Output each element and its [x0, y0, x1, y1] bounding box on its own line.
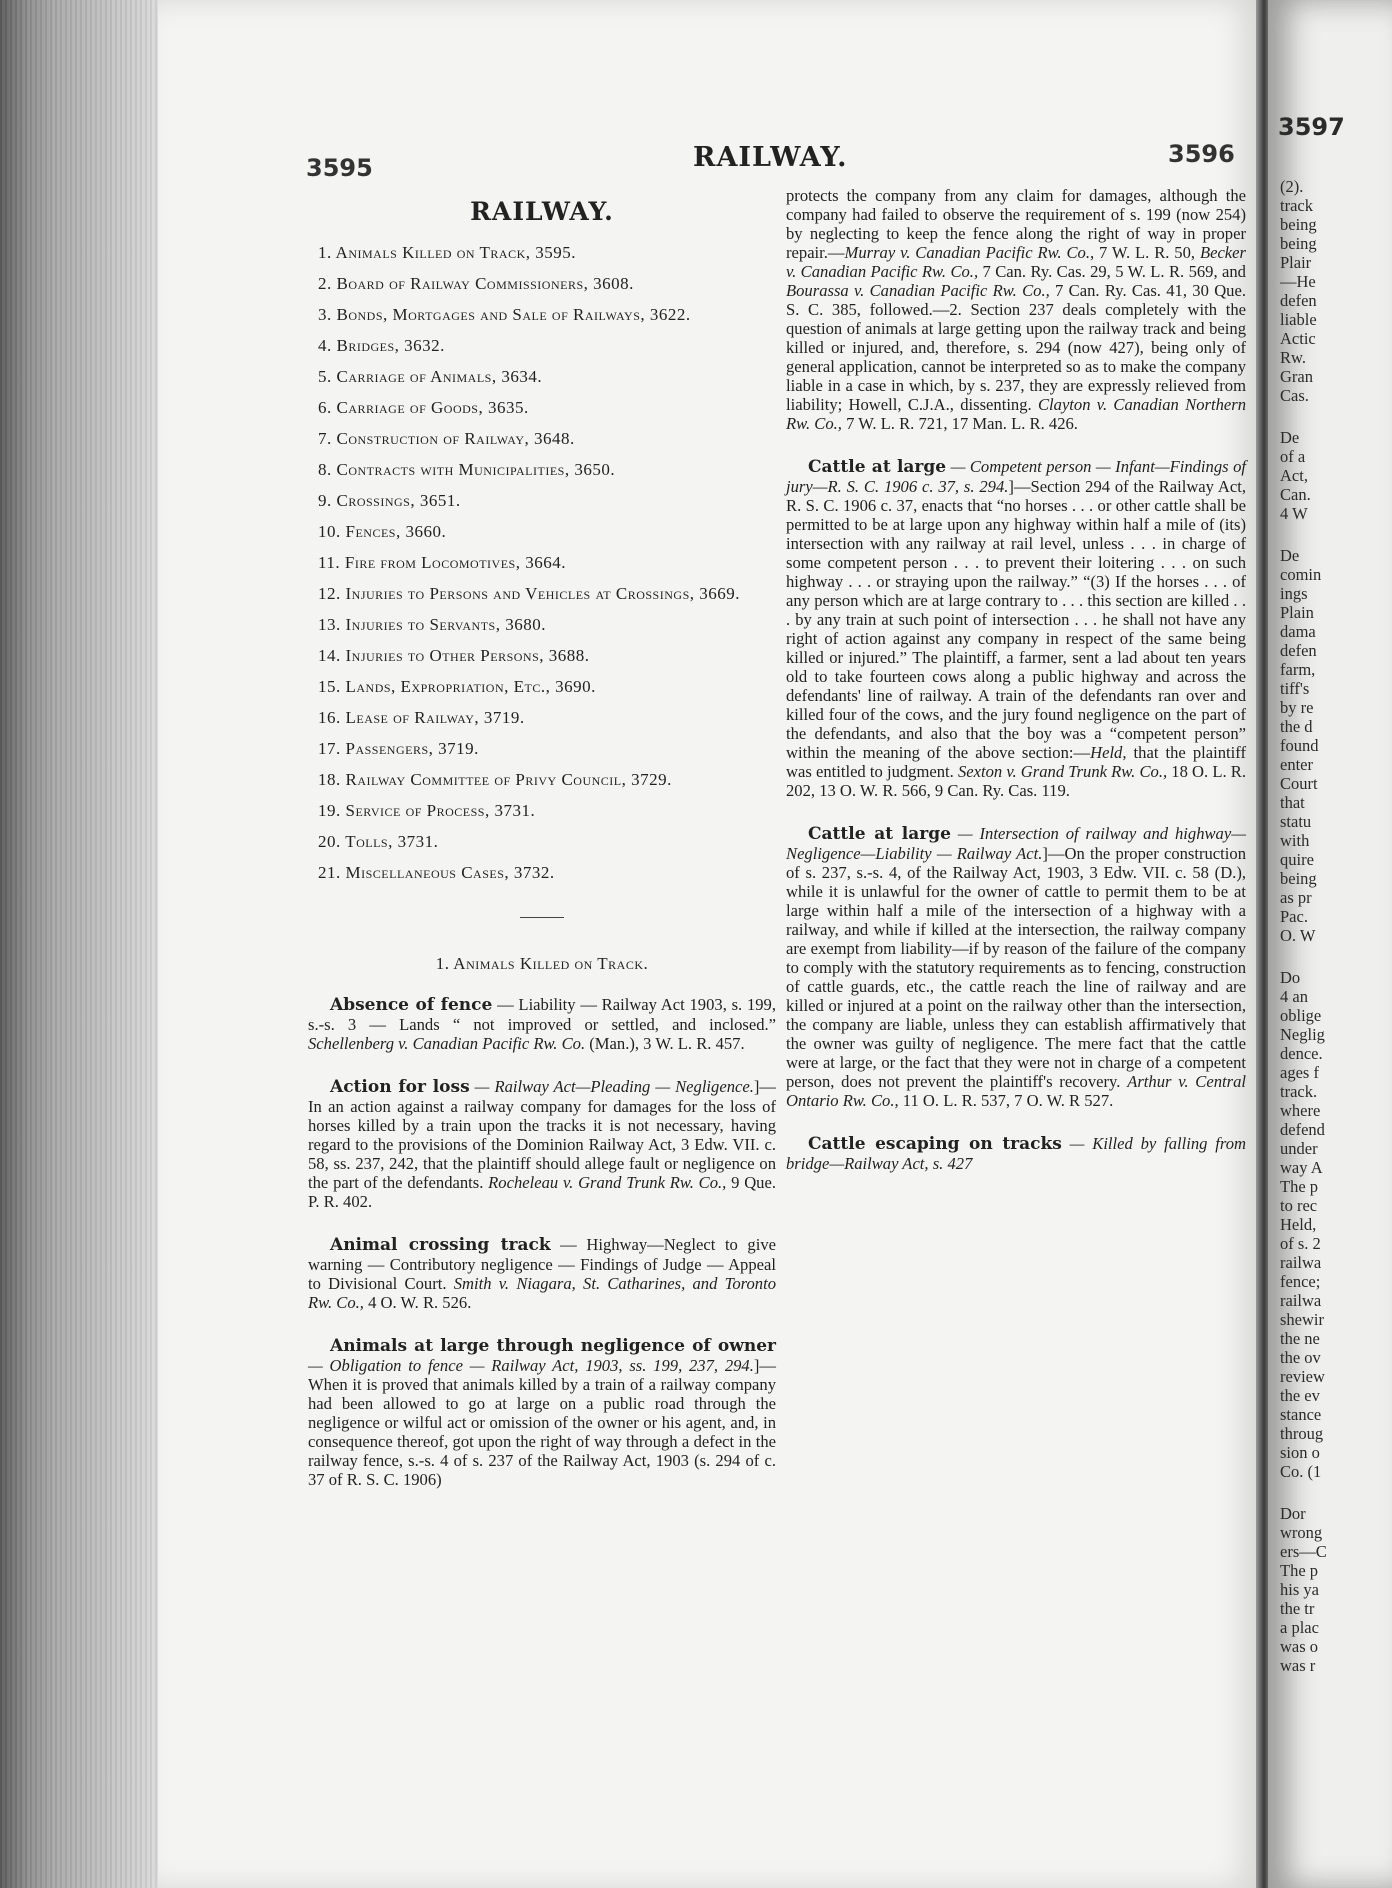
toc-item: 21. Miscellaneous Cases, 3732. — [318, 863, 555, 882]
toc-item: 7. Construction of Railway, 3648. — [318, 429, 575, 448]
fragment-line: being — [1280, 869, 1317, 888]
fragment-line: the ne — [1280, 1329, 1320, 1348]
toc-item: 3. Bonds, Mortgages and Sale of Railways, 3622. — [318, 305, 691, 324]
entry-body: ]—Section 294 of the Railway Act, R. S. C. 1906 c. 37, enacts that “no horses . . . or other cattle shall be permitted to be at large upon any highway within half a mile of (its) intersection with any railway at rail level, unless . . . in charge of some competent person . . . to prevent their loitering . . . on such highway . . . or straying upon the railway.” “(3) If the horses . . . of any person which are at large contrary to . . . this section are killed . . . by any train at such point of intersection . . . he shall not have any right of action against any company in respect of the same being killed or injured.” The plaintiff, a farmer, sent a lad about ten years old to take fourteen cows along a public highway and across the defendants' line of railway. A train of the defendants ran over and killed four of the cows, and the jury found negligence on the part of the defendants, and also that the boy was a “competent person” within the meaning of the above section:— — [786, 477, 1246, 762]
fragment-line: wrong — [1280, 1523, 1323, 1542]
entry-heading: Animal crossing track — [330, 1235, 551, 1255]
toc-item: 18. Railway Committee of Privy Council, 3729. — [318, 770, 672, 789]
fragment-line: O. W — [1280, 926, 1316, 945]
entry-subheading: — Intersection of railway and highway—Negligence—Liability — Railway Act. — [786, 824, 1246, 863]
fragment-line: Can. — [1280, 485, 1311, 504]
case-name: Sexton v. Grand Trunk Rw. Co., — [957, 762, 1168, 781]
fragment-line: Act, — [1280, 466, 1308, 485]
next-page-text — [1280, 177, 1327, 1675]
fragment-line: 4 an — [1280, 987, 1308, 1006]
citation: 9 Que. P. R. 402. — [308, 1173, 776, 1211]
entry-body: ]—When it is proved that animals killed by a train of a railway company had been allowed to go at large on a public road through the negligence or wilful act or omission of the owner or his agent, and, in consequence thereof, got upon the right of way through a defect in the railway fence, s.-s. 4 of s. 237 of the Railway Act, 1903 (s. 294 of c. 37 of R. S. C. 1906) — [308, 1356, 776, 1489]
fragment-line: fence; — [1280, 1272, 1321, 1291]
toc-title: RAILWAY. — [470, 197, 614, 226]
entry-held: Held, — [1090, 743, 1127, 762]
toc-item: 6. Carriage of Goods, 3635. — [318, 398, 529, 417]
entry-body: ]—On the proper construction of s. 237, s.-s. 4, of the Railway Act, 1903, 3 Edw. VII. c. 58 (D.), while it is unlawful for the owner of cattle to permit them to be at large within half a mile of the intersection of a highway with a railway, and while if killed at the intersection, the railway company are exempt from liability—if by reason of the failure of the company to comply with the statutory requirements as to fencing, construction of cattle guards, etc., the cattle reach the line of railway and are killed or injured at a point on the railway other than the intersection, the company are liable, unless they can establish affirmatively that the owner was guilty of negligence. The mere fact that the cattle were at large, or the fact that they were not in charge of a competent person, does not prevent the plaintiff's recovery. — [786, 844, 1246, 1091]
fragment-line: under — [1280, 1139, 1318, 1158]
fragment-line: defen — [1280, 641, 1317, 660]
fragment-line: of a — [1280, 447, 1306, 466]
fragment-line: the tr — [1280, 1599, 1315, 1618]
fragment-line: farm, — [1280, 660, 1316, 679]
left-page-number: 3595 — [306, 154, 373, 182]
entry-heading: Cattle at large — [808, 824, 951, 844]
digest-entry — [308, 1235, 776, 1312]
running-head-title: RAILWAY. — [693, 142, 848, 173]
fragment-line: (2). — [1280, 177, 1304, 196]
citation: 7 W. L. R. 721, 17 Man. L. R. 426. — [841, 414, 1078, 433]
fragment-line: —He — [1280, 272, 1316, 291]
fragment-line: The p — [1280, 1177, 1319, 1196]
toc-item: 11. Fire from Locomotives, 3664. — [318, 553, 566, 572]
fragment-line: comin — [1280, 565, 1322, 584]
fragment-line: statu — [1280, 812, 1312, 831]
fragment-line: the ov — [1280, 1348, 1321, 1367]
right-page-number: 3596 — [1168, 140, 1235, 168]
next-page-fragment — [1268, 0, 1392, 1888]
entry-body: that the plaintiff was entitled to judgment. — [786, 743, 1246, 781]
digest-entry — [786, 457, 1246, 800]
fragment-line: track — [1280, 196, 1313, 215]
fragment-line: Pac. — [1280, 907, 1308, 926]
citation: 7 W. L. R. 50, — [1094, 243, 1200, 262]
fragment-line: quire — [1280, 850, 1314, 869]
fragment-line: liable — [1280, 310, 1317, 329]
fragment-line: found — [1280, 736, 1319, 755]
left-column — [308, 197, 777, 1513]
case-name: Schellenberg v. Canadian Pacific Rw. Co. — [308, 1034, 586, 1053]
fragment-line: railwa — [1280, 1253, 1322, 1272]
fragment-line: way A — [1280, 1158, 1323, 1177]
case-name: Bourassa v. Canadian Pacific Rw. Co., — [786, 281, 1050, 300]
entry-heading: Cattle escaping on tracks — [808, 1134, 1062, 1154]
fragment-line: track. — [1280, 1082, 1318, 1101]
toc-item: 8. Contracts with Municipalities, 3650. — [318, 460, 616, 479]
fragment-line: oblige — [1280, 1006, 1322, 1025]
section-divider — [520, 917, 564, 918]
fragment-line: being — [1280, 234, 1317, 253]
fragment-line: of s. 2 — [1280, 1234, 1321, 1253]
fragment-line — [1280, 523, 1327, 546]
fragment-line: Co. (1 — [1280, 1462, 1322, 1481]
fragment-line: railwa — [1280, 1291, 1322, 1310]
toc-item: 2. Board of Railway Commissioners, 3608. — [318, 274, 634, 293]
fragment-line: defend — [1280, 1120, 1325, 1139]
fragment-line: the d — [1280, 717, 1313, 736]
toc-item: 19. Service of Process, 3731. — [318, 801, 536, 820]
citation: 11 O. L. R. 537, 7 O. W. R 527. — [898, 1091, 1114, 1110]
fragment-line: Plain — [1280, 603, 1314, 622]
fragment-line: De — [1280, 546, 1300, 565]
case-name: Smith v. Niagara, St. Catharines, and Toronto Rw. Co., — [308, 1274, 776, 1312]
fragment-line: Dor — [1280, 1504, 1306, 1523]
fragment-line: ings — [1280, 584, 1308, 603]
toc-item: 1. Animals Killed on Track, 3595. — [318, 243, 577, 262]
digest-entry — [786, 824, 1246, 1110]
citation: 7 Can. Ry. Cas. 41, 30 Que. S. C. 385, followed.—2. Section 237 deals completely with the question of animals at large getting upon the railway track and being killed or injured, and, therefore, s. 294 (now 427), being only of general application, cannot be interpreted so as to make the company liable in a case in which, by s. 237, they are expressly relieved from liability; Howell, C.J.A., dissenting. — [786, 281, 1246, 414]
case-name: Rocheleau v. Grand Trunk Rw. Co., — [483, 1173, 727, 1192]
fragment-line: that — [1280, 793, 1305, 812]
digest-entry — [308, 1077, 776, 1211]
fragment-line: review — [1280, 1367, 1325, 1386]
entry-body: — Liability — Railway Act 1903, s. 199, s.-s. 3 — Lands “ not improved or settled, and inclosed.” — [308, 995, 776, 1034]
fragment-line: Do — [1280, 968, 1301, 987]
next-page-number: 3597 — [1278, 113, 1345, 141]
toc-item: 20. Tolls, 3731. — [318, 832, 439, 851]
left-entries — [308, 995, 776, 1489]
fragment-line: by re — [1280, 698, 1314, 717]
toc-item: 9. Crossings, 3651. — [318, 491, 461, 510]
toc-item: 15. Lands, Expropriation, Etc., 3690. — [318, 677, 596, 696]
fragment-line: where — [1280, 1101, 1321, 1120]
toc-item: 5. Carriage of Animals, 3634. — [318, 367, 543, 386]
toc-item: 14. Injuries to Other Persons, 3688. — [318, 646, 590, 665]
section-heading: 1. Animals Killed on Track. — [435, 954, 649, 973]
entry-body: — Highway—Neglect to give warning — Contributory negligence — Findings of Judge — Appeal to Divisional Court. — [308, 1235, 776, 1293]
fragment-line: Court — [1280, 774, 1318, 793]
fragment-line: tiff's — [1280, 679, 1310, 698]
fragment-line: De — [1280, 428, 1300, 447]
fragment-line: was o — [1280, 1637, 1319, 1656]
book-page-edges — [0, 0, 160, 1888]
fragment-line: 4 W — [1280, 504, 1308, 523]
fragment-line: dama — [1280, 622, 1316, 641]
entry-heading: Cattle at large — [808, 457, 947, 477]
case-name: Murray v. Canadian Pacific Rw. Co., — [844, 243, 1095, 262]
digest-entry — [786, 186, 1246, 433]
fragment-line: a plac — [1280, 1618, 1319, 1637]
fragment-line: shewir — [1280, 1310, 1324, 1329]
running-head — [158, 140, 1261, 180]
entry-body: ]—In an action against a railway company for damages for the loss of horses killed by a train upon the tracks it is not necessary, having regard to the provisions of the Dominion Railway Act, 3 Edw. VII. c. 58, ss. 237, 242, that the plaintiff should allege fault or negligence on the part of the defendants. — [308, 1077, 777, 1192]
table-of-contents — [308, 243, 776, 883]
fragment-line: The p — [1280, 1561, 1319, 1580]
entry-heading: Absence of fence — [330, 995, 493, 1015]
fragment-line: defen — [1280, 291, 1317, 310]
left-page — [158, 0, 1261, 1888]
fragment-line: Gran — [1280, 367, 1313, 386]
fragment-line: ers—C — [1280, 1542, 1327, 1561]
fragment-line: was r — [1280, 1656, 1316, 1675]
citation: 4 O. W. R. 526. — [363, 1293, 472, 1312]
fragment-line: stance — [1280, 1405, 1322, 1424]
case-name: Arthur v. Central Ontario Rw. Co., — [786, 1072, 1246, 1110]
fragment-line: Actic — [1280, 329, 1316, 348]
entry-subheading: — Railway Act—Pleading — Negligence. — [469, 1077, 754, 1096]
fragment-line — [1280, 405, 1327, 428]
entry-subheading: — Competent person — Infant—Findings of jury—R. S. C. 1906 c. 37, s. 294. — [786, 457, 1246, 496]
citation: 18 O. L. R. 202, 13 O. W. R. 566, 9 Can. Ry. Cas. 119. — [786, 762, 1246, 800]
fragment-line: ages f — [1280, 1063, 1319, 1082]
fragment-line: his ya — [1280, 1580, 1319, 1599]
case-name: Clayton v. Canadian Northern Rw. Co., — [786, 395, 1246, 433]
fragment-line: as pr — [1280, 888, 1312, 907]
toc-item: 17. Passengers, 3719. — [318, 739, 479, 758]
fragment-line: enter — [1280, 755, 1313, 774]
toc-item: 4. Bridges, 3632. — [318, 336, 445, 355]
entry-subheading: — Obligation to fence — Railway Act, 1903, ss. 199, 237, 294. — [308, 1356, 754, 1375]
fragment-line: Neglig — [1280, 1025, 1325, 1044]
case-name: Becker v. Canadian Pacific Rw. Co., — [786, 243, 1246, 281]
entry-heading: Action for loss — [330, 1077, 470, 1097]
toc-item: 13. Injuries to Servants, 3680. — [318, 615, 546, 634]
fragment-line: Cas. — [1280, 386, 1309, 405]
entry-subheading: — Killed by falling from bridge—Railway Act, s. 427 — [786, 1134, 1246, 1173]
toc-item: 12. Injuries to Persons and Vehicles at Crossings, 3669. — [318, 584, 740, 603]
citation: (Man.), 3 W. L. R. 457. — [585, 1034, 745, 1053]
fragment-line: with — [1280, 831, 1310, 850]
fragment-line: to rec — [1280, 1196, 1318, 1215]
toc-item: 16. Lease of Railway, 3719. — [318, 708, 525, 727]
fragment-line: being — [1280, 215, 1317, 234]
entry-heading: Animals at large through negligence of owner — [330, 1336, 776, 1356]
fragment-line: dence. — [1280, 1044, 1323, 1063]
fragment-line: Plair — [1280, 253, 1312, 272]
fragment-line — [1280, 945, 1327, 968]
middle-column — [786, 186, 1246, 1197]
digest-entry — [308, 1336, 776, 1489]
entry-body: protects the company from any claim for damages, although the company had failed to observe the requirement of s. 199 (now 254) by neglecting to keep the fence along the right of way in proper repair.— — [786, 186, 1246, 262]
citation: 7 Can. Ry. Cas. 29, 5 W. L. R. 569, and — [978, 262, 1246, 281]
toc-item: 10. Fences, 3660. — [318, 522, 447, 541]
digest-entry — [786, 1134, 1246, 1173]
fragment-line: sion o — [1280, 1443, 1320, 1462]
fragment-line: Rw. — [1280, 348, 1306, 367]
fragment-line: Held, — [1280, 1215, 1317, 1234]
fragment-line: the ev — [1280, 1386, 1320, 1405]
fragment-line: throug — [1280, 1424, 1324, 1443]
fragment-line — [1280, 1481, 1327, 1504]
digest-entry — [308, 995, 776, 1053]
